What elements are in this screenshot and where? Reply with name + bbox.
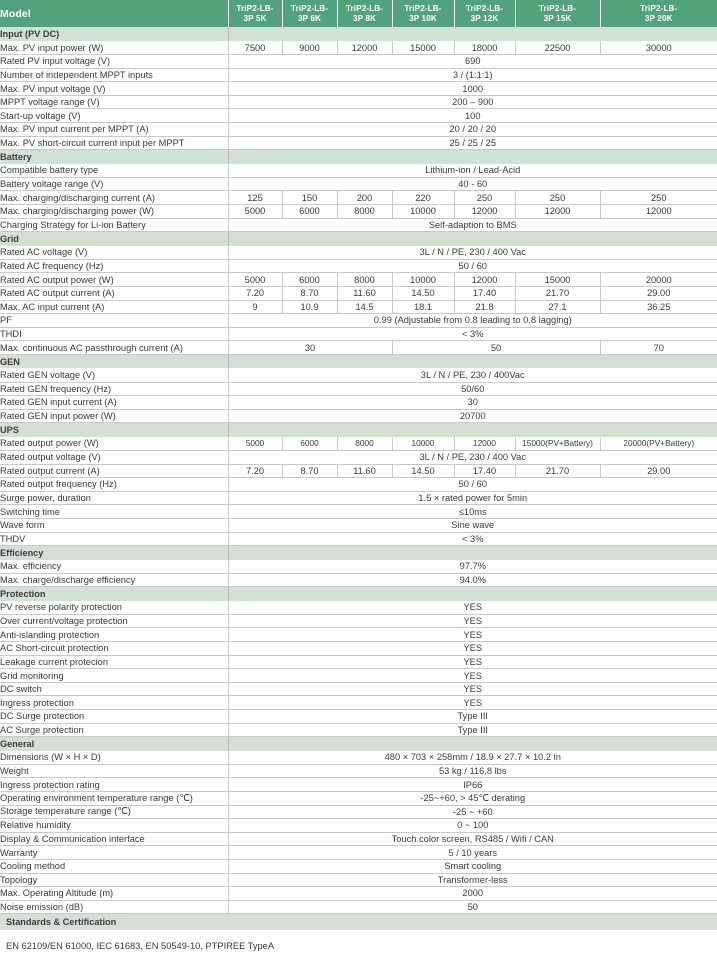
table-row bbox=[0, 873, 717, 887]
table-row bbox=[0, 478, 717, 492]
cell-value: 21.70 bbox=[515, 464, 600, 478]
table-row bbox=[0, 300, 717, 314]
section-title: Input (PV DC) bbox=[0, 27, 228, 41]
cell-value-group: 70 bbox=[600, 341, 717, 355]
cell-value-span: -25~+60, > 45℃ derating bbox=[228, 792, 717, 806]
table-row bbox=[0, 601, 717, 615]
cell-value: 12000 bbox=[600, 205, 717, 219]
table-row bbox=[0, 710, 717, 724]
model-header-5: TriP2-LB- 3P 12K bbox=[454, 0, 515, 27]
table-row bbox=[0, 273, 717, 287]
cell-value: 10000 bbox=[392, 273, 454, 287]
row-label: Grid monitoring bbox=[0, 669, 228, 683]
row-label: Wave form bbox=[0, 518, 228, 532]
table-row bbox=[0, 55, 717, 69]
row-label: Rated AC frequency (Hz) bbox=[0, 259, 228, 273]
row-label: Rated GEN input current (A) bbox=[0, 396, 228, 410]
cell-value-span: YES bbox=[228, 655, 717, 669]
cell-value: 5000 bbox=[228, 205, 282, 219]
cell-value-span: 20700 bbox=[228, 409, 717, 423]
table-row bbox=[0, 764, 717, 778]
cell-value: 10.9 bbox=[282, 300, 337, 314]
cell-value: 250 bbox=[515, 191, 600, 205]
cell-value: 8.70 bbox=[282, 287, 337, 301]
table-row bbox=[0, 696, 717, 710]
cell-value: 5000 bbox=[228, 437, 282, 451]
cell-value-span: Type III bbox=[228, 710, 717, 724]
row-label: Compatible battery type bbox=[0, 164, 228, 178]
cell-value: 29.00 bbox=[600, 464, 717, 478]
cell-value-span: 1000 bbox=[228, 82, 717, 96]
cell-value: 10000 bbox=[392, 205, 454, 219]
row-label: Max. AC input current (A) bbox=[0, 300, 228, 314]
model-header-3: TriP2-LB- 3P 8K bbox=[337, 0, 392, 27]
cell-value: 7500 bbox=[228, 41, 282, 55]
row-label: PV reverse polarity protection bbox=[0, 601, 228, 615]
table-row bbox=[0, 464, 717, 478]
row-label: Display & Communication interface bbox=[0, 832, 228, 846]
cell-value: 12000 bbox=[515, 205, 600, 219]
table-row bbox=[0, 218, 717, 232]
cell-value-span: 0.99 (Adjustable from 0.8 leading to 0.8 lagging) bbox=[228, 314, 717, 328]
cell-value: 250 bbox=[454, 191, 515, 205]
row-label: Rated output voltage (V) bbox=[0, 450, 228, 464]
row-label: Rated AC output current (A) bbox=[0, 287, 228, 301]
row-label: Dimensions (W × H × D) bbox=[0, 751, 228, 765]
cell-value-span: Smart cooling bbox=[228, 859, 717, 873]
cell-value: 6000 bbox=[282, 205, 337, 219]
cell-value-span: 5 / 10 years bbox=[228, 846, 717, 860]
table-row bbox=[0, 259, 717, 273]
cell-value: 5000 bbox=[228, 273, 282, 287]
cell-value-span: YES bbox=[228, 614, 717, 628]
table-row bbox=[0, 41, 717, 55]
cell-value-span: 94.0% bbox=[228, 573, 717, 587]
model-header-row bbox=[0, 0, 717, 27]
cell-value: 14.50 bbox=[392, 287, 454, 301]
row-label: Rated GEN voltage (V) bbox=[0, 368, 228, 382]
cell-value: 8000 bbox=[337, 273, 392, 287]
row-label: PF bbox=[0, 314, 228, 328]
cell-value: 21.70 bbox=[515, 287, 600, 301]
cell-value-span: < 3% bbox=[228, 327, 717, 341]
cell-value: 17.40 bbox=[454, 464, 515, 478]
table-row bbox=[0, 82, 717, 96]
cell-value: 29.00 bbox=[600, 287, 717, 301]
cell-value: 15000 bbox=[392, 41, 454, 55]
cell-value: 36.25 bbox=[600, 300, 717, 314]
cell-value: 6000 bbox=[282, 273, 337, 287]
table-row bbox=[0, 314, 717, 328]
table-row bbox=[0, 614, 717, 628]
model-column-header: Model bbox=[0, 0, 228, 27]
cell-value: 150 bbox=[282, 191, 337, 205]
section-fill bbox=[228, 232, 717, 246]
table-body bbox=[0, 27, 717, 914]
cell-value: 20000 bbox=[600, 273, 717, 287]
cell-value: 9000 bbox=[282, 41, 337, 55]
cell-value: 7.20 bbox=[228, 287, 282, 301]
row-label: Cooling method bbox=[0, 859, 228, 873]
row-label: Rated AC voltage (V) bbox=[0, 246, 228, 260]
section-row bbox=[0, 587, 717, 601]
table-row bbox=[0, 532, 717, 546]
row-label: Number of independent MPPT inputs bbox=[0, 68, 228, 82]
cell-value-span: 40 - 60 bbox=[228, 177, 717, 191]
row-label: Max. charge/discharge efficiency bbox=[0, 573, 228, 587]
cell-value: 11.60 bbox=[337, 287, 392, 301]
cell-value-span: 50 / 60 bbox=[228, 259, 717, 273]
cell-value: 12000 bbox=[337, 41, 392, 55]
cell-value: 12000 bbox=[454, 437, 515, 451]
row-label: Storage temperature range (℃) bbox=[0, 805, 228, 819]
cell-value-span: 690 bbox=[228, 55, 717, 69]
row-label: Battery voltage range (V) bbox=[0, 177, 228, 191]
row-label: Rated output frequency (Hz) bbox=[0, 478, 228, 492]
cell-value-span: Transformer-less bbox=[228, 873, 717, 887]
row-label: Topology bbox=[0, 873, 228, 887]
section-row bbox=[0, 150, 717, 164]
cell-value-span: 0 ~ 100 bbox=[228, 819, 717, 833]
row-label: DC Surge protection bbox=[0, 710, 228, 724]
table-row bbox=[0, 437, 717, 451]
cell-value: 6000 bbox=[282, 437, 337, 451]
cell-value: 11.60 bbox=[337, 464, 392, 478]
cell-value-span: 3 / (1:1:1) bbox=[228, 68, 717, 82]
row-label: MPPT voltage range (V) bbox=[0, 95, 228, 109]
table-row bbox=[0, 887, 717, 901]
table-row bbox=[0, 819, 717, 833]
table-row bbox=[0, 792, 717, 806]
cell-value: 18000 bbox=[454, 41, 515, 55]
table-row bbox=[0, 409, 717, 423]
row-label: Max. charging/discharging power (W) bbox=[0, 205, 228, 219]
cell-value-span: Type III bbox=[228, 723, 717, 737]
cell-value-span: YES bbox=[228, 628, 717, 642]
table-row bbox=[0, 164, 717, 178]
section-fill bbox=[228, 546, 717, 560]
cell-value-span: 3L / N / PE, 230 / 400 Vac bbox=[228, 450, 717, 464]
cell-value-span: < 3% bbox=[228, 532, 717, 546]
cell-value: 220 bbox=[392, 191, 454, 205]
table-row bbox=[0, 68, 717, 82]
section-title: Battery bbox=[0, 150, 228, 164]
cell-value: 8.70 bbox=[282, 464, 337, 478]
cell-value: 15000(PV+Battery) bbox=[515, 437, 600, 451]
row-label: Start-up voltage (V) bbox=[0, 109, 228, 123]
cell-value: 22500 bbox=[515, 41, 600, 55]
cell-value-span: 3L / N / PE, 230 / 400 Vac bbox=[228, 246, 717, 260]
row-label: Max. continuous AC passthrough current (A) bbox=[0, 341, 228, 355]
table-row bbox=[0, 642, 717, 656]
table-row bbox=[0, 628, 717, 642]
table-row bbox=[0, 205, 717, 219]
row-label: Max. Operating Altitude (m) bbox=[0, 887, 228, 901]
section-fill bbox=[228, 150, 717, 164]
cell-value: 10000 bbox=[392, 437, 454, 451]
row-label: Rated AC output power (W) bbox=[0, 273, 228, 287]
table-row bbox=[0, 778, 717, 792]
row-label: Noise emission (dB) bbox=[0, 900, 228, 914]
section-title: GEN bbox=[0, 354, 228, 368]
row-label: Surge power, duration bbox=[0, 491, 228, 505]
row-label: Max. PV input power (W) bbox=[0, 41, 228, 55]
cell-value: 200 bbox=[337, 191, 392, 205]
cell-value: 21.8 bbox=[454, 300, 515, 314]
row-label: Operating environment temperature range (℃) bbox=[0, 792, 228, 806]
table-row bbox=[0, 491, 717, 505]
section-row bbox=[0, 232, 717, 246]
table-row bbox=[0, 450, 717, 464]
table-row bbox=[0, 655, 717, 669]
section-title: Grid bbox=[0, 232, 228, 246]
row-label: AC Short-circuit protection bbox=[0, 642, 228, 656]
cell-value-span: 20 / 20 / 20 bbox=[228, 123, 717, 137]
table-header bbox=[0, 0, 717, 27]
table-row bbox=[0, 109, 717, 123]
row-label: Max. PV short-circuit current input per MPPT bbox=[0, 136, 228, 150]
standards-certification-text: EN 62109/EN 61000, IEC 61683, EN 50549-10, PTPIREE TypeA bbox=[6, 941, 275, 952]
cell-value-span: Sine wave bbox=[228, 518, 717, 532]
cell-value: 20000(PV+Battery) bbox=[600, 437, 717, 451]
row-label: THDV bbox=[0, 532, 228, 546]
cell-value-span: YES bbox=[228, 682, 717, 696]
table-row bbox=[0, 805, 717, 819]
model-header-1: TriP2-LB- 3P 5K bbox=[228, 0, 282, 27]
table-row bbox=[0, 136, 717, 150]
table-row bbox=[0, 859, 717, 873]
cell-value-span: Lithium-ion / Lead-Acid bbox=[228, 164, 717, 178]
cell-value: 9 bbox=[228, 300, 282, 314]
row-label: Rated output power (W) bbox=[0, 437, 228, 451]
cell-value-span: YES bbox=[228, 696, 717, 710]
row-label: Anti-islanding protection bbox=[0, 628, 228, 642]
cell-value: 30000 bbox=[600, 41, 717, 55]
table-row bbox=[0, 669, 717, 683]
row-label: Charging Strategy for Li-ion Battery bbox=[0, 218, 228, 232]
row-label: Rated PV input voltage (V) bbox=[0, 55, 228, 69]
row-label: Weight bbox=[0, 764, 228, 778]
table-row bbox=[0, 368, 717, 382]
cell-value: 17.40 bbox=[454, 287, 515, 301]
section-title: UPS bbox=[0, 423, 228, 437]
row-label: Max. efficiency bbox=[0, 560, 228, 574]
table-row bbox=[0, 900, 717, 914]
cell-value: 14.5 bbox=[337, 300, 392, 314]
section-row bbox=[0, 546, 717, 560]
table-row bbox=[0, 341, 717, 355]
table-row bbox=[0, 518, 717, 532]
row-label: Ingress protection bbox=[0, 696, 228, 710]
cell-value: 12000 bbox=[454, 273, 515, 287]
cell-value-group: 30 bbox=[228, 341, 392, 355]
table-row bbox=[0, 396, 717, 410]
row-label: Over current/voltage protection bbox=[0, 614, 228, 628]
row-label: Warranty bbox=[0, 846, 228, 860]
section-fill bbox=[228, 354, 717, 368]
cell-value-span: 30 bbox=[228, 396, 717, 410]
table-row bbox=[0, 846, 717, 860]
table-row bbox=[0, 505, 717, 519]
row-label: Switching time bbox=[0, 505, 228, 519]
row-label: Max. charging/discharging current (A) bbox=[0, 191, 228, 205]
cell-value: 27.1 bbox=[515, 300, 600, 314]
cell-value-span: 97.7% bbox=[228, 560, 717, 574]
cell-value: 18.1 bbox=[392, 300, 454, 314]
section-fill bbox=[228, 27, 717, 41]
row-label: Max. PV input current per MPPT (A) bbox=[0, 123, 228, 137]
section-title: General bbox=[0, 737, 228, 751]
cell-value: 125 bbox=[228, 191, 282, 205]
model-header-4: TriP2-LB- 3P 10K bbox=[392, 0, 454, 27]
cell-value-span: 3L / N / PE, 230 / 400Vac bbox=[228, 368, 717, 382]
cell-value-span: 480 × 703 × 258mm / 18.9 × 27.7 × 10.2 in bbox=[228, 751, 717, 765]
section-row bbox=[0, 354, 717, 368]
table-row bbox=[0, 246, 717, 260]
cell-value: 8000 bbox=[337, 205, 392, 219]
table-row bbox=[0, 382, 717, 396]
row-label: THDI bbox=[0, 327, 228, 341]
table-row bbox=[0, 95, 717, 109]
section-row bbox=[0, 737, 717, 751]
cell-value-span: IP66 bbox=[228, 778, 717, 792]
model-header-6: TriP2-LB- 3P 15K bbox=[515, 0, 600, 27]
cell-value-span: 100 bbox=[228, 109, 717, 123]
table-row bbox=[0, 832, 717, 846]
cell-value-span: 53 kg / 116.8 lbs bbox=[228, 764, 717, 778]
cell-value: 7.20 bbox=[228, 464, 282, 478]
cell-value-span: Self-adaption to BMS bbox=[228, 218, 717, 232]
row-label: Rated output current (A) bbox=[0, 464, 228, 478]
cell-value-group: 50 bbox=[392, 341, 600, 355]
section-fill bbox=[228, 737, 717, 751]
table-row bbox=[0, 560, 717, 574]
table-row bbox=[0, 751, 717, 765]
row-label: Max. PV input voltage (V) bbox=[0, 82, 228, 96]
standards-section-header: Standards & Certification bbox=[0, 914, 717, 930]
model-header-2: TriP2-LB- 3P 6K bbox=[282, 0, 337, 27]
cell-value-span: Touch color screen, RS485 / Wifi / CAN bbox=[228, 832, 717, 846]
row-label: Relative humidity bbox=[0, 819, 228, 833]
table-row bbox=[0, 191, 717, 205]
table-row bbox=[0, 682, 717, 696]
table-row bbox=[0, 123, 717, 137]
model-header-7: TriP2-LB- 3P 20K bbox=[600, 0, 717, 27]
cell-value-span: YES bbox=[228, 601, 717, 615]
cell-value-span: ≤10ms bbox=[228, 505, 717, 519]
section-fill bbox=[228, 423, 717, 437]
cell-value-span: 50/60 bbox=[228, 382, 717, 396]
cell-value: 250 bbox=[600, 191, 717, 205]
cell-value-span: YES bbox=[228, 669, 717, 683]
section-row bbox=[0, 423, 717, 437]
section-fill bbox=[228, 587, 717, 601]
cell-value-span: 25 / 25 / 25 bbox=[228, 136, 717, 150]
row-label: AC Surge protection bbox=[0, 723, 228, 737]
cell-value-span: -25 ~ +60 bbox=[228, 805, 717, 819]
cell-value-span: 1.5 × rated power for 5min bbox=[228, 491, 717, 505]
section-row bbox=[0, 27, 717, 41]
row-label: Ingress protection rating bbox=[0, 778, 228, 792]
cell-value-span: 50 bbox=[228, 900, 717, 914]
cell-value-span: YES bbox=[228, 642, 717, 656]
cell-value: 8000 bbox=[337, 437, 392, 451]
cell-value: 15000 bbox=[515, 273, 600, 287]
cell-value: 12000 bbox=[454, 205, 515, 219]
section-title: Protection bbox=[0, 587, 228, 601]
cell-value: 14.50 bbox=[392, 464, 454, 478]
cell-value-span: 50 / 60 bbox=[228, 478, 717, 492]
section-title: Efficiency bbox=[0, 546, 228, 560]
row-label: Leakage current protecion bbox=[0, 655, 228, 669]
table-row bbox=[0, 287, 717, 301]
table-row bbox=[0, 177, 717, 191]
cell-value-span: 200 – 900 bbox=[228, 95, 717, 109]
row-label: Rated GEN input power (W) bbox=[0, 409, 228, 423]
table-row bbox=[0, 573, 717, 587]
table-row bbox=[0, 327, 717, 341]
cell-value-span: 2000 bbox=[228, 887, 717, 901]
row-label: DC switch bbox=[0, 682, 228, 696]
row-label: Rated GEN frequency (Hz) bbox=[0, 382, 228, 396]
table-row bbox=[0, 723, 717, 737]
